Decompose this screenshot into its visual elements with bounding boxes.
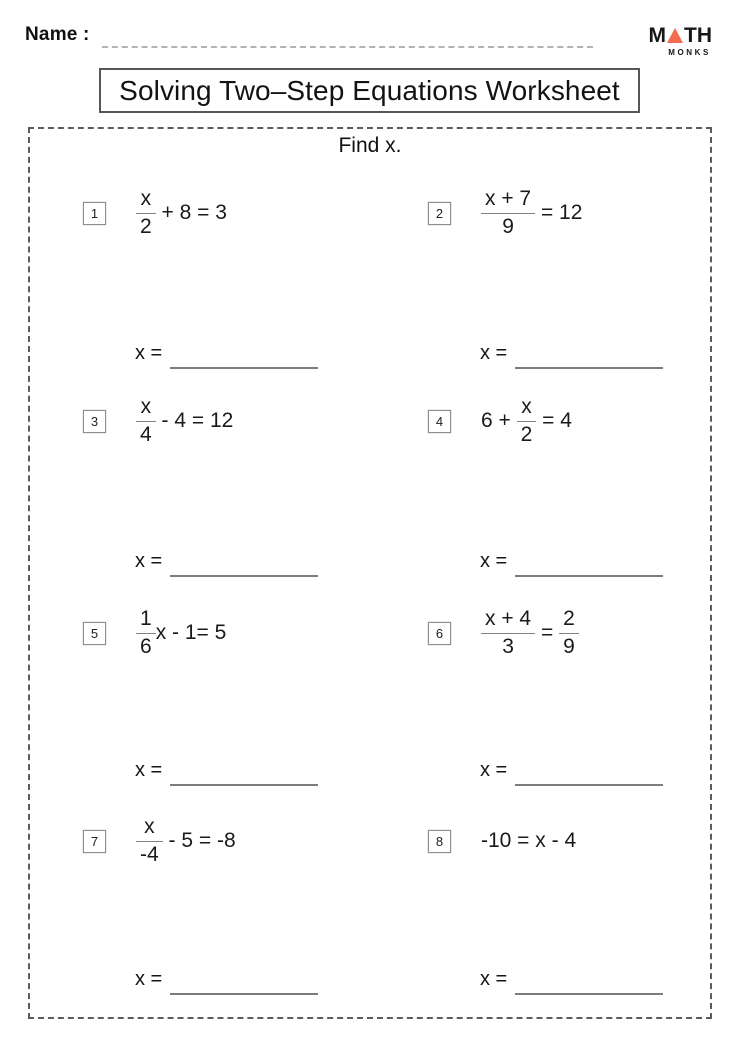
fraction: $\frac{2}{9}$ <box>559 608 579 658</box>
answer-blank-line[interactable] <box>170 784 318 786</box>
title-box <box>99 68 640 113</box>
fraction: $\frac{1}{6}$ <box>136 608 156 658</box>
equation-text: = 4 <box>536 409 572 432</box>
answer-blank-line[interactable] <box>515 784 663 786</box>
answer-3 <box>135 550 318 573</box>
problem-6 <box>428 607 579 659</box>
answer-label: x = <box>480 759 508 781</box>
fraction: $\frac{x}{-4}$ <box>136 816 163 866</box>
answer-2 <box>480 342 663 365</box>
fraction: $\frac{x + 7}{9}$ <box>481 188 535 238</box>
logo-subtext: MONKS <box>668 48 711 57</box>
problem-number-box: 7 <box>83 830 106 853</box>
answer-blank-line[interactable] <box>170 575 318 577</box>
problem-8 <box>428 815 576 867</box>
name-fill-line[interactable] <box>102 24 593 48</box>
problem-number-box: 5 <box>83 622 106 645</box>
answer-label: x = <box>135 968 163 990</box>
equation <box>481 608 579 658</box>
answer-7 <box>135 968 318 991</box>
answer-blank-line[interactable] <box>170 993 318 995</box>
equation <box>481 396 572 446</box>
answer-6 <box>480 759 663 782</box>
equation-text: + 8 = 3 <box>155 201 227 224</box>
answer-blank-line[interactable] <box>170 367 318 369</box>
equation-text: = <box>535 621 560 644</box>
answer-8 <box>480 968 663 991</box>
answer-label: x = <box>135 759 163 781</box>
logo-letter-m: M <box>648 24 666 47</box>
answer-label: x = <box>480 550 508 572</box>
answer-4 <box>480 550 663 573</box>
equation <box>481 188 582 238</box>
equation <box>136 816 236 866</box>
equation-text: = 12 <box>535 201 583 224</box>
equation-text: -10 = x - 4 <box>481 829 577 852</box>
problem-2 <box>428 187 582 239</box>
equation-text: x - 1= 5 <box>155 621 227 644</box>
worksheet-area <box>28 127 712 1019</box>
problem-4 <box>428 395 572 447</box>
answer-label: x = <box>480 968 508 990</box>
problem-7 <box>83 815 236 867</box>
problem-1 <box>83 187 227 239</box>
answer-5 <box>135 759 318 782</box>
answer-blank-line[interactable] <box>515 367 663 369</box>
equation <box>136 188 227 238</box>
fraction: $\frac{x}{4}$ <box>136 396 156 446</box>
problem-3 <box>83 395 233 447</box>
name-label: Name : <box>25 24 90 45</box>
page-title: Solving Two–Step Equations Worksheet <box>119 74 620 106</box>
problem-number-box: 4 <box>428 410 451 433</box>
answer-blank-line[interactable] <box>515 575 663 577</box>
equation-text: 6 + <box>481 409 517 432</box>
fraction: $\frac{x}{2}$ <box>136 188 156 238</box>
triangle-icon <box>667 28 683 43</box>
math-monks-logo <box>649 25 713 57</box>
equation <box>136 608 226 658</box>
equation <box>136 396 233 446</box>
fraction: $\frac{x}{2}$ <box>517 396 537 446</box>
problem-number-box: 1 <box>83 202 106 225</box>
equation-text: - 5 = -8 <box>162 829 236 852</box>
answer-label: x = <box>135 550 163 572</box>
equation <box>481 829 576 853</box>
logo-letters-th: TH <box>684 24 712 47</box>
logo-wordmark <box>649 25 713 46</box>
fraction: $\frac{x + 4}{3}$ <box>481 608 535 658</box>
problem-number-box: 6 <box>428 622 451 645</box>
answer-label: x = <box>135 342 163 364</box>
problem-number-box: 8 <box>428 830 451 853</box>
equation-text: - 4 = 12 <box>155 409 234 432</box>
problem-5 <box>83 607 226 659</box>
problem-number-box: 3 <box>83 410 106 433</box>
answer-blank-line[interactable] <box>515 993 663 995</box>
answer-label: x = <box>480 342 508 364</box>
answer-1 <box>135 342 318 365</box>
problem-number-box: 2 <box>428 202 451 225</box>
instruction-text: Find x. <box>338 134 402 157</box>
